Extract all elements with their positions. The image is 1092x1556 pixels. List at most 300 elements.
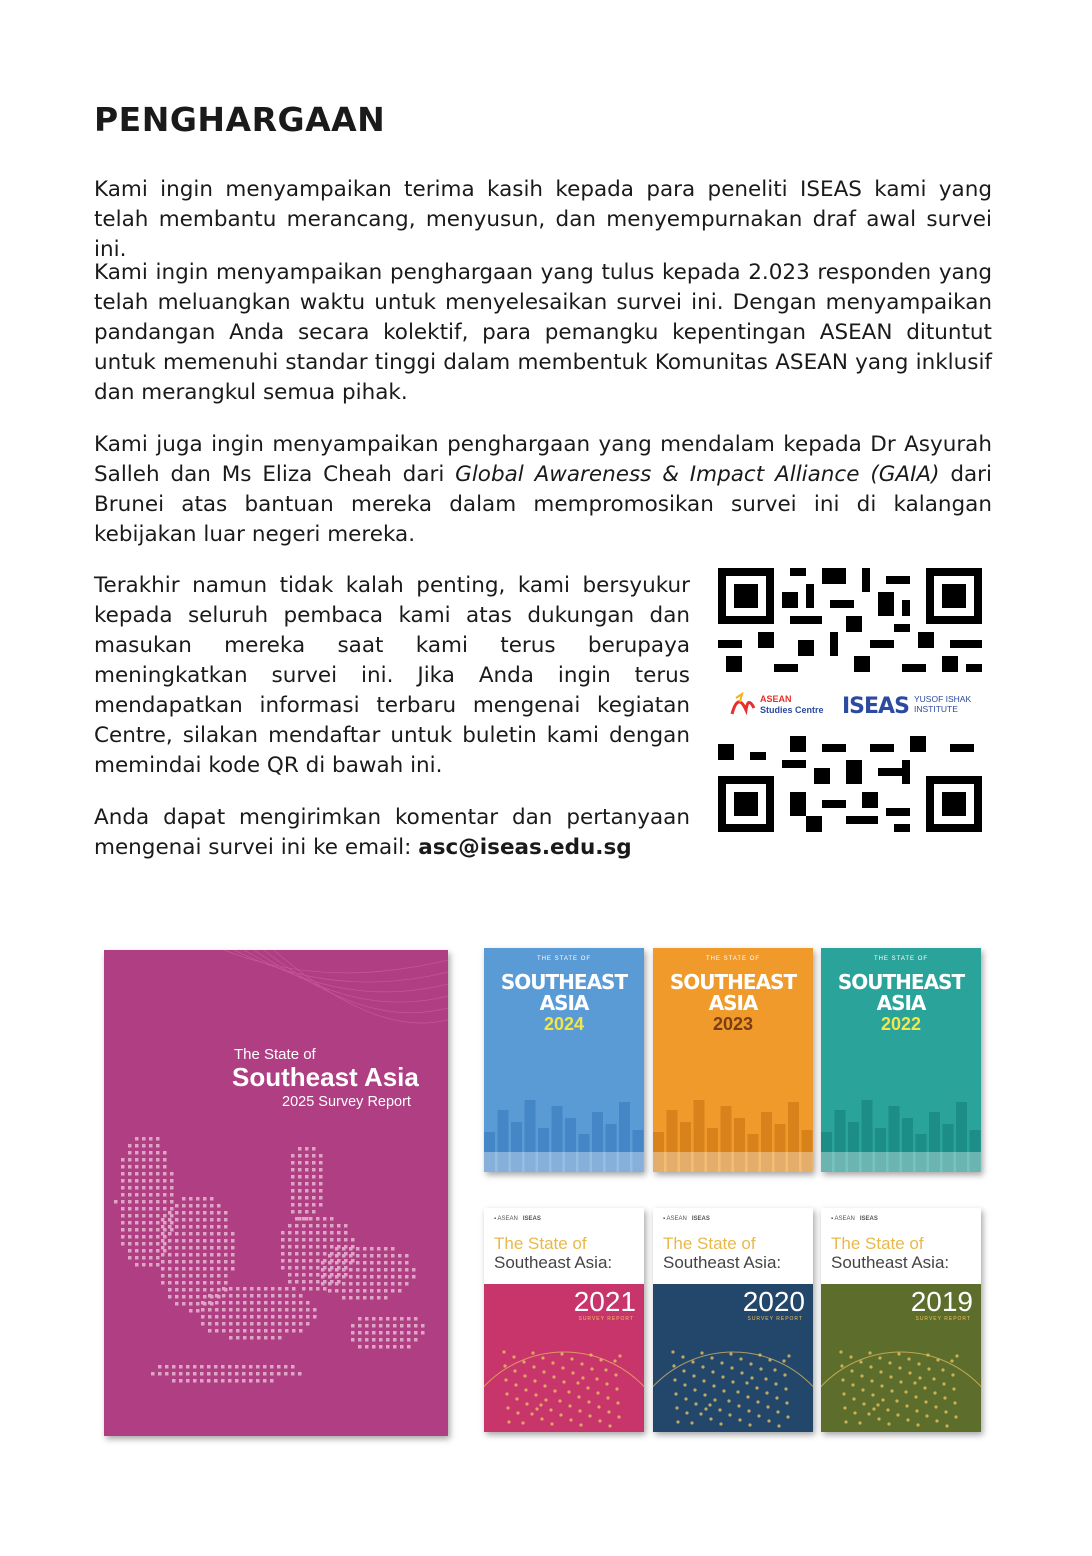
map-dot [196,1274,200,1278]
globe-dot [551,1361,554,1364]
asean-studies-centre-logo [728,688,828,720]
map-dot [257,1336,261,1340]
map-dot [377,1296,381,1300]
globe-dot [606,1396,609,1399]
map-dot [250,1301,254,1305]
map-dot [121,1242,125,1246]
map-dot [196,1309,200,1313]
map-dot [224,1218,228,1222]
map-dot [214,1365,218,1369]
map-dot [319,1175,323,1179]
map-dot [231,1267,235,1271]
map-dot [163,1235,167,1239]
map-dot [182,1267,186,1271]
map-dot [356,1247,360,1251]
map-dot [222,1308,226,1312]
map-dot [393,1338,397,1342]
map-dot [214,1372,218,1376]
map-dot [377,1261,381,1265]
map-dot [229,1308,233,1312]
map-dot [149,1214,153,1218]
map-dot [193,1372,197,1376]
map-dot [405,1254,409,1258]
map-dot [295,1280,299,1284]
map-dot [215,1308,219,1312]
cover-2023-report[interactable] [653,948,813,1172]
map-dot [398,1289,402,1293]
cover-2025-report[interactable] [104,950,448,1436]
map-dot [393,1324,397,1328]
globe-dot [535,1407,538,1410]
map-dot [319,1154,323,1158]
map-dot [182,1239,186,1243]
map-dot [196,1260,200,1264]
globe-dot [768,1358,771,1361]
map-dot [330,1238,334,1242]
map-dot [142,1186,146,1190]
map-dot [302,1217,306,1221]
page-title: PENGHARGAAN [94,100,386,139]
globe-dot [607,1410,610,1413]
map-dot [203,1204,207,1208]
map-dot [203,1218,207,1222]
globe-dot [550,1422,553,1425]
map-dot [142,1172,146,1176]
map-dot [257,1287,261,1291]
map-dot [215,1301,219,1305]
map-dot [217,1281,221,1285]
map-dot [330,1217,334,1221]
map-dot [321,1261,325,1265]
map-dot [292,1329,296,1333]
map-dot [121,1228,125,1232]
globe-dot [898,1366,901,1369]
cover-2024-report[interactable] [484,948,644,1172]
map-dot [172,1372,176,1376]
map-dot [400,1317,404,1321]
map-dot [189,1197,193,1201]
map-dot [142,1137,146,1141]
cover-2021-report[interactable] [484,1208,644,1432]
map-dot [156,1256,160,1260]
map-dot [250,1308,254,1312]
map-dot [319,1168,323,1172]
map-dot [163,1242,167,1246]
map-dot [330,1224,334,1228]
contact-email-link[interactable]: asc@iseas.edu.sg [418,835,632,860]
map-dot [200,1379,204,1383]
map-dot [302,1245,306,1249]
map-dot [316,1259,320,1263]
map-dot [299,1315,303,1319]
map-dot [135,1144,139,1148]
map-dot [305,1168,309,1172]
map-dot [182,1295,186,1299]
globe-dot [888,1361,891,1364]
map-dot [356,1268,360,1272]
map-dot [285,1322,289,1326]
map-dot [316,1217,320,1221]
globe-dot [933,1391,936,1394]
map-dot [398,1275,402,1279]
map-dot [284,1365,288,1369]
map-dot [309,1217,313,1221]
map-dot [351,1338,355,1342]
map-dot [142,1158,146,1162]
map-dot [298,1175,302,1179]
globe-dot [539,1403,542,1406]
cover-2019-report[interactable] [821,1208,981,1432]
map-dot [168,1295,172,1299]
map-dot [250,1294,254,1298]
map-dot [302,1224,306,1228]
map-dot [208,1294,212,1298]
map-dot [235,1379,239,1383]
map-dot [236,1294,240,1298]
map-dot [135,1228,139,1232]
map-dot [196,1232,200,1236]
map-dot [309,1224,313,1228]
globe-dot [709,1417,712,1420]
map-dot [210,1239,214,1243]
map-dot [271,1315,275,1319]
map-dot [236,1329,240,1333]
map-dot [182,1281,186,1285]
map-dot [393,1317,397,1321]
map-dot [377,1289,381,1293]
map-dot [196,1197,200,1201]
map-dot [182,1204,186,1208]
cover-2024-title: SOUTHEAST ASIA [500,970,628,1015]
globe-dot [755,1386,758,1389]
map-dot [156,1214,160,1218]
globe-dot [858,1421,861,1424]
map-dot [292,1287,296,1291]
globe-dot [852,1397,855,1400]
map-dot [288,1259,292,1263]
globe-dot [897,1352,900,1355]
map-dot [156,1228,160,1232]
map-dot [163,1228,167,1232]
map-dot [135,1186,139,1190]
map-dot [264,1336,268,1340]
map-dot [189,1295,193,1299]
map-dot [344,1238,348,1242]
map-dot [298,1147,302,1151]
map-dot [309,1280,313,1284]
map-dot [330,1231,334,1235]
cover-2022-report[interactable] [821,948,981,1172]
map-dot [170,1172,174,1176]
map-dot [285,1329,289,1333]
map-dot [302,1259,306,1263]
map-dot [391,1289,395,1293]
globe-dot [758,1353,761,1356]
map-dot [309,1238,313,1242]
map-dot [264,1294,268,1298]
map-dot [128,1228,132,1232]
map-dot [175,1281,179,1285]
map-dot [323,1238,327,1242]
cover-2025-line1: The State of [234,1046,316,1063]
map-dot [285,1287,289,1291]
map-dot [158,1365,162,1369]
cover-2025-subtitle: 2025 Survey Report [282,1094,411,1110]
map-dot [393,1345,397,1349]
cover-2021-subtitle: SURVEY REPORT [578,1316,634,1322]
map-dot [264,1315,268,1319]
globe-dot [934,1405,937,1408]
map-dot [384,1289,388,1293]
globe-dot [935,1419,938,1422]
globe-dot [915,1409,918,1412]
map-dot [128,1193,132,1197]
map-dot [128,1242,132,1246]
map-dot [182,1197,186,1201]
map-dot [182,1246,186,1250]
map-dot [175,1225,179,1229]
map-dot [214,1379,218,1383]
cover-2019-logos: ▪ ASEAN ISEAS [831,1216,878,1222]
globe-dot [785,1401,788,1404]
map-dot [135,1256,139,1260]
globe-dot [503,1364,506,1367]
map-dot [208,1301,212,1305]
globe-dot [702,1379,705,1382]
map-dot [224,1253,228,1257]
globe-dot [682,1369,685,1372]
globe-dot [560,1352,563,1355]
map-dot [142,1144,146,1148]
globe-dot [932,1377,935,1380]
globe-dot [502,1350,505,1353]
map-dot [149,1242,153,1246]
map-dot [222,1301,226,1305]
map-dot [281,1266,285,1270]
map-dot [182,1302,186,1306]
globe-dot [532,1365,535,1368]
map-dot [298,1154,302,1158]
cover-2023-year: 2023 [712,1014,754,1034]
map-dot [414,1331,418,1335]
globe-dot [568,1404,571,1407]
map-dot [142,1193,146,1197]
map-dot [189,1267,193,1271]
map-dot [342,1289,346,1293]
globe-dot [756,1400,759,1403]
map-dot [142,1263,146,1267]
map-dot [224,1239,228,1243]
cover-2021-line2: Southeast Asia: [494,1253,613,1272]
cover-2023-title: SOUTHEAST ASIA [669,970,797,1015]
map-dot [370,1296,374,1300]
map-dot [156,1221,160,1225]
globe-dot [879,1370,882,1373]
map-dot [407,1345,411,1349]
map-dot [405,1268,409,1272]
iseas-logo-text: ISEAS [842,694,909,719]
globe-dot [750,1376,753,1379]
map-dot [228,1372,232,1376]
map-dot [156,1144,160,1148]
globe-dot [786,1415,789,1418]
map-dot [242,1365,246,1369]
globe-dot [691,1360,694,1363]
map-dot [256,1365,260,1369]
globe-dot [895,1399,898,1402]
map-dot [312,1154,316,1158]
map-dot [302,1252,306,1256]
map-dot [149,1193,153,1197]
map-dot [151,1372,155,1376]
map-dot [175,1232,179,1236]
map-dot [377,1268,381,1272]
globe-dot [523,1374,526,1377]
map-dot [291,1372,295,1376]
skyline-base [484,1152,644,1172]
map-dot [210,1197,214,1201]
globe-dot [784,1387,787,1390]
globe-dot [534,1393,537,1396]
map-dot [391,1247,395,1251]
globe-dot [618,1354,621,1357]
map-dot [165,1372,169,1376]
globe-dot [955,1354,958,1357]
map-dot [316,1224,320,1228]
map-dot [175,1218,179,1222]
map-dot [316,1231,320,1235]
map-dot [312,1203,316,1207]
paragraph-respondents: Kami ingin menyampaikan penghargaan yang tulus kepada 2.023 responden yang telah meluangkan waktu untuk menyelesaikan survei ini. Dengan menyampaikan pandangan Anda secara kolektif, para pemangku kepentingan ASEAN dituntut untuk memenuhi standar tinggi dalam membentuk Komunitas ASEAN yang inklusif dan merangkul semua pihak. [94,260,992,405]
globe-dot [849,1355,852,1358]
map-dot [208,1308,212,1312]
globe-dot [899,1380,902,1383]
iseas-logo [842,688,978,720]
map-dot [217,1211,221,1215]
map-dot [342,1247,346,1251]
globe-dot [590,1367,593,1370]
map-dot [210,1204,214,1208]
map-dot [299,1322,303,1326]
map-dot [149,1151,153,1155]
map-dot [170,1228,174,1232]
map-dot [313,1315,317,1319]
map-dot [243,1315,247,1319]
map-dot [201,1308,205,1312]
map-dot [393,1331,397,1335]
map-dot [121,1193,125,1197]
map-dot [316,1238,320,1242]
map-dot [149,1137,153,1141]
map-dot [222,1287,226,1291]
map-dot [358,1324,362,1328]
map-dot [142,1207,146,1211]
map-dot [372,1345,376,1349]
map-dot [135,1193,139,1197]
cover-2022-year: 2022 [880,1014,922,1034]
map-dot [337,1231,341,1235]
map-dot [128,1214,132,1218]
globe-dot [876,1403,879,1406]
map-dot [175,1267,179,1271]
map-dot [189,1211,193,1215]
cover-2021-logos: ▪ ASEAN ISEAS [494,1216,541,1222]
map-dot [179,1379,183,1383]
globe-dot [896,1413,899,1416]
map-dot [278,1301,282,1305]
map-dot [175,1204,179,1208]
map-dot [128,1151,132,1155]
map-dot [163,1158,167,1162]
map-dot [250,1322,254,1326]
map-dot [128,1207,132,1211]
map-dot [175,1302,179,1306]
map-dot [278,1287,282,1291]
map-dot [349,1275,353,1279]
map-dot [257,1329,261,1333]
globe-dot [587,1400,590,1403]
map-dot [168,1260,172,1264]
map-dot [149,1144,153,1148]
map-dot [203,1211,207,1215]
map-dot [295,1217,299,1221]
map-dot [250,1287,254,1291]
map-dot [384,1247,388,1251]
globe-dot [841,1378,844,1381]
globe-dot [719,1422,722,1425]
map-dot [291,1189,295,1193]
map-dot [321,1268,325,1272]
map-dot [351,1324,355,1328]
map-dot [189,1239,193,1243]
globe-dot [887,1422,890,1425]
map-dot [175,1260,179,1264]
map-dot [328,1275,332,1279]
globe-dot [737,1404,740,1407]
map-dot [128,1249,132,1253]
map-dot [298,1189,302,1193]
globe-dot [542,1370,545,1373]
map-dot [377,1254,381,1258]
map-dot [309,1266,313,1270]
map-dot [161,1253,165,1257]
map-dot [170,1179,174,1183]
globe-dot [676,1420,679,1423]
map-dot [288,1280,292,1284]
map-dot [168,1288,172,1292]
map-dot [121,1207,125,1211]
map-dot [405,1282,409,1286]
map-dot [149,1256,153,1260]
map-dot [163,1151,167,1155]
map-dot [285,1315,289,1319]
map-dot [210,1281,214,1285]
map-dot [163,1249,167,1253]
globe-dot [868,1351,871,1354]
globe-dot [843,1406,846,1409]
map-dot [189,1302,193,1306]
globe-dot [746,1395,749,1398]
map-dot [309,1287,313,1291]
globe-dot [577,1395,580,1398]
map-dot [243,1294,247,1298]
map-dot [342,1261,346,1265]
map-dot [328,1289,332,1293]
map-dot [319,1189,323,1193]
map-dot [356,1289,360,1293]
globe-dot [683,1383,686,1386]
cover-2020-report[interactable] [653,1208,813,1432]
